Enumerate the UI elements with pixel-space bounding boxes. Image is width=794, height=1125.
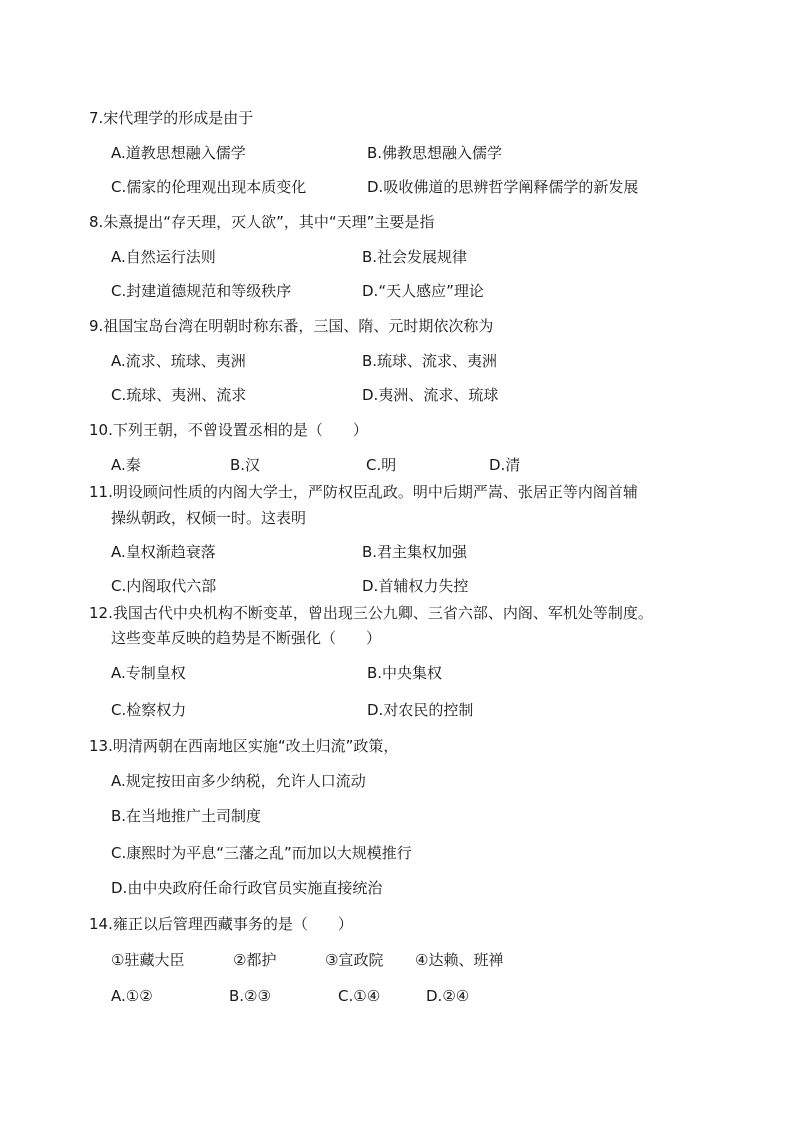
question-12-option-a[interactable]: A.专制皇权 (111, 664, 186, 682)
question-14-option-c[interactable]: C.①④ (338, 987, 381, 1005)
question-13-option-b[interactable]: B.在当地推广土司制度 (111, 807, 262, 825)
question-9-option-c[interactable]: C.琉球、夷洲、流求 (111, 386, 247, 404)
question-8-option-d[interactable]: D.“天人感应”理论 (362, 282, 484, 300)
question-9-stem: 9.祖国宝岛台湾在明朝时称东番，三国、隋、元时期依次称为 (89, 317, 494, 335)
question-9-option-a[interactable]: A.流求、琉球、夷洲 (111, 352, 246, 370)
question-7-option-c[interactable]: C.儒家的伦理观出现本质变化 (111, 178, 307, 196)
question-7-stem: 7.宋代理学的形成是由于 (89, 109, 254, 127)
question-11-option-b[interactable]: B.君主集权加强 (362, 543, 468, 561)
question-11-stem: 11.明设顾问性质的内阁大学士，严防权臣乱政。明中后期严嵩、张居正等内阁首辅 (89, 483, 638, 501)
question-9-option-b[interactable]: B.琉球、流求、夷洲 (362, 352, 498, 370)
question-12-stem: 12.我国古代中央机构不断变革，曾出现三公九卿、三省六部、内阁、军机处等制度。 (89, 604, 653, 622)
question-7-option-d[interactable]: D.吸收佛道的思辨哲学阐释儒学的新发展 (367, 178, 639, 196)
question-10-option-b[interactable]: B.汉 (230, 456, 261, 474)
question-14-option-d[interactable]: D.②④ (426, 987, 470, 1005)
question-8-stem: 8.朱熹提出“存天理，灭人欲”，其中“天理”主要是指 (89, 213, 435, 231)
question-8-option-b[interactable]: B.社会发展规律 (362, 248, 468, 266)
question-13-option-a[interactable]: A.规定按田亩多少纳税，允许人口流动 (111, 772, 366, 790)
question-12-option-b[interactable]: B.中央集权 (367, 664, 443, 682)
question-14-item-1: ①驻藏大臣 (111, 951, 185, 969)
question-11-option-a[interactable]: A.皇权渐趋衰落 (111, 543, 216, 561)
question-14-option-b[interactable]: B.②③ (229, 987, 271, 1005)
question-10-option-a[interactable]: A.秦 (111, 456, 141, 474)
question-14-stem: 14.雍正以后管理西藏事务的是（ ） (89, 915, 353, 933)
question-8-option-a[interactable]: A.自然运行法则 (111, 248, 216, 266)
question-14-item-2: ②都护 (233, 951, 277, 969)
question-13-option-c[interactable]: C.康熙时为平息“三藩之乱”而加以大规模推行 (111, 844, 412, 862)
question-11-option-c[interactable]: C.内阁取代六部 (111, 577, 217, 595)
question-8-option-c[interactable]: C.封建道德规范和等级秩序 (111, 282, 292, 300)
question-14-item-3: ③宣政院 (325, 951, 384, 969)
question-11-stem-continued: 操纵朝政，权倾一时。这表明 (111, 509, 307, 527)
question-14-option-a[interactable]: A.①② (111, 987, 153, 1005)
question-14-item-4: ④达赖、班禅 (415, 951, 504, 969)
question-9-option-d[interactable]: D.夷洲、流求、琉球 (362, 386, 499, 404)
question-12-option-c[interactable]: C.检察权力 (111, 701, 187, 719)
question-12-option-d[interactable]: D.对农民的控制 (367, 701, 474, 719)
question-11-option-d[interactable]: D.首辅权力失控 (362, 577, 469, 595)
question-13-option-d[interactable]: D.由中央政府任命行政官员实施直接统治 (111, 879, 383, 897)
question-7-option-a[interactable]: A.道教思想融入儒学 (111, 144, 246, 162)
question-13-stem: 13.明清两朝在西南地区实施“改土归流”政策， (89, 737, 399, 755)
question-12-stem-continued: 这些变革反映的趋势是不断强化（ ） (111, 629, 382, 647)
question-10-option-c[interactable]: C.明 (366, 456, 397, 474)
question-10-option-d[interactable]: D.清 (489, 456, 521, 474)
question-10-stem: 10.下列王朝，不曾设置丞相的是（ ） (89, 421, 368, 439)
question-7-option-b[interactable]: B.佛教思想融入儒学 (367, 144, 503, 162)
